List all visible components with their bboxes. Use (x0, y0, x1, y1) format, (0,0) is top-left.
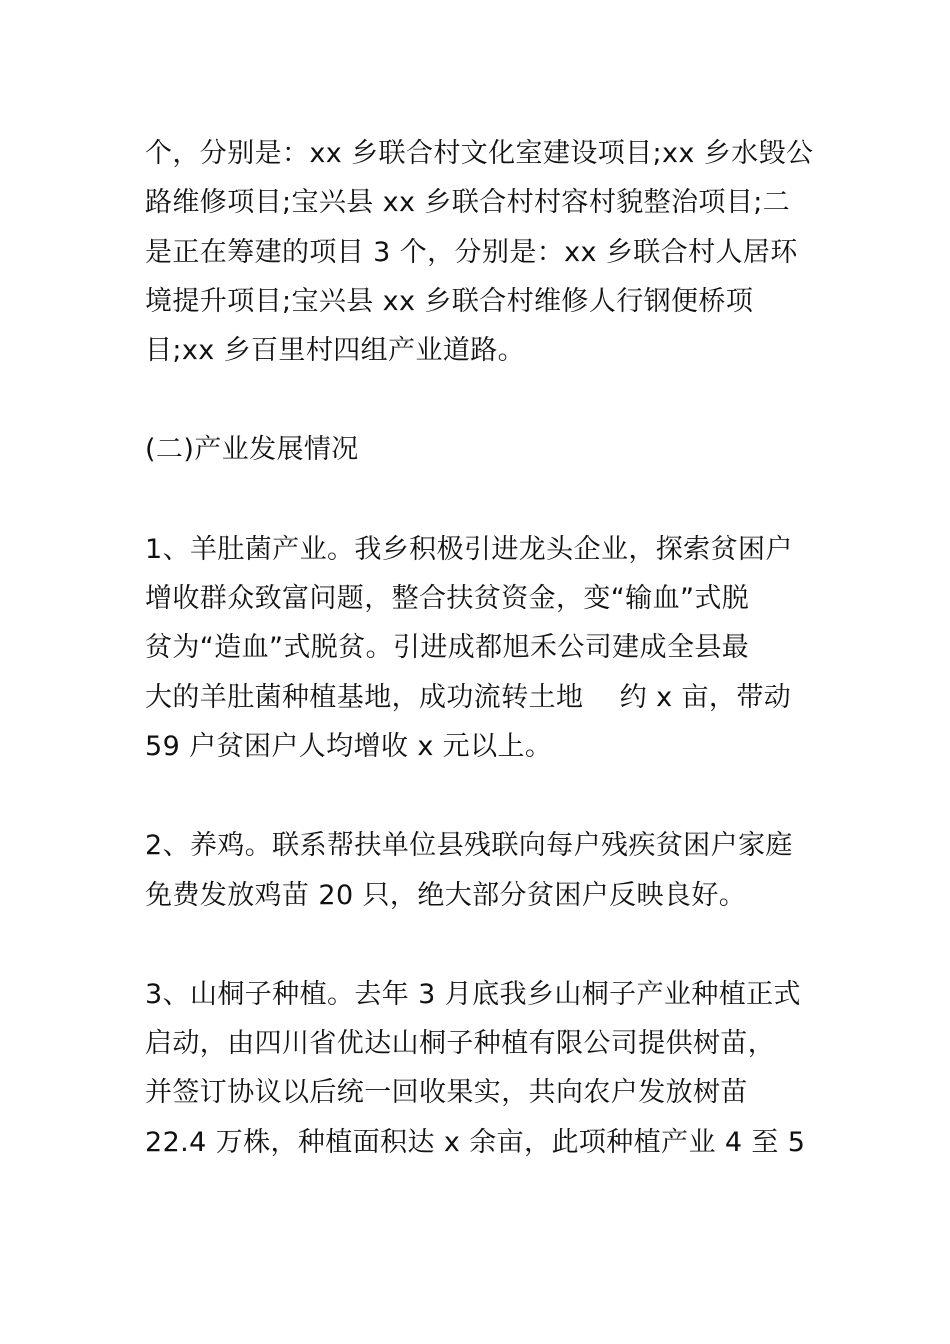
paragraph-project-list (145, 129, 814, 375)
text-line: 是正在筹建的项目 3 个，分别是：xx 乡联合村人居环 (145, 236, 798, 268)
text-line: 路维修项目;宝兴县 xx 乡联合村村容村貌整治项目;二 (145, 187, 791, 219)
heading-text: (二)产业发展情况 (145, 434, 359, 466)
text-line: 并签订协议以后统一回收果实，共向农户发放树苗 (145, 1077, 748, 1109)
text-line: 贫为“造血”式脱贫。引进成都旭禾公司建成全县最 (145, 632, 750, 664)
section-heading (145, 425, 810, 474)
paragraph-morel-industry (145, 525, 810, 771)
text-line: 2、养鸡。联系帮扶单位县残联向每户残疾贫困户家庭 (145, 830, 793, 862)
text-line: 个，分别是：xx 乡联合村文化室建设项目;xx 乡水毁公 (145, 138, 814, 169)
paragraph-idesia-planting (145, 970, 810, 1167)
paragraph-chicken-raising (145, 821, 810, 920)
text-line: 境提升项目;宝兴县 xx 乡联合村维修人行钢便桥项 (145, 285, 754, 317)
text-line: 免费发放鸡苗 20 只，绝大部分贫困户反映良好。 (145, 879, 747, 911)
text-line: 1、羊肚菌产业。我乡积极引进龙头企业，探索贫困户 (145, 533, 793, 565)
text-line: 大的羊肚菌种植基地，成功流转土地 约 x 亩，带动 (145, 681, 792, 713)
text-line: 22.4 万株，种植面积达 x 余亩，此项种植产业 4 至 5 (145, 1126, 806, 1158)
text-line: 增收群众致富问题，整合扶贫资金，变“输血”式脱 (145, 583, 750, 615)
text-line: 59 户贫困户人均增收 x 元以上。 (145, 730, 553, 762)
text-line: 目;xx 乡百里村四组产业道路。 (145, 335, 526, 367)
text-line: 3、山桐子种植。去年 3 月底我乡山桐子产业种植正式 (145, 978, 801, 1010)
text-line: 启动，由四川省优达山桐子种植有限公司提供树苗， (145, 1028, 776, 1060)
document-page (145, 129, 814, 1217)
